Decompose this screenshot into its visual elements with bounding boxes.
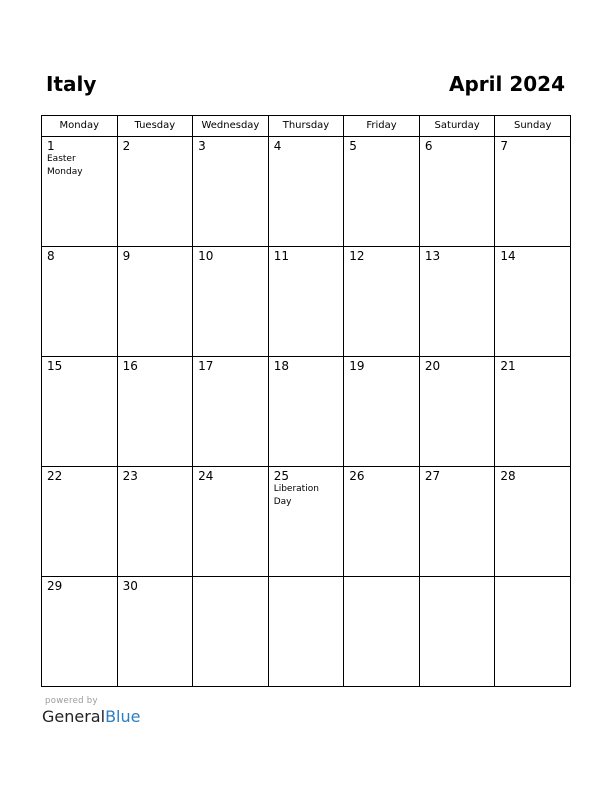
day-cell bbox=[344, 577, 420, 687]
day-cell bbox=[268, 357, 344, 467]
day-number: 24 bbox=[198, 469, 214, 483]
day-cell bbox=[193, 137, 269, 247]
day-cell bbox=[268, 467, 344, 577]
day-number: 4 bbox=[273, 139, 282, 153]
day-number: 16 bbox=[122, 359, 138, 373]
brand-part2: Blue bbox=[105, 707, 141, 726]
day-cell bbox=[419, 357, 495, 467]
week-row bbox=[42, 357, 571, 467]
day-cell bbox=[495, 247, 571, 357]
calendar-grid bbox=[41, 115, 571, 687]
day-cell bbox=[42, 357, 118, 467]
brand-part1: General bbox=[42, 707, 106, 726]
day-cell bbox=[42, 137, 118, 247]
day-number: 23 bbox=[122, 469, 138, 483]
day-number: 19 bbox=[349, 359, 365, 373]
day-cell bbox=[193, 247, 269, 357]
day-cell bbox=[117, 357, 193, 467]
day-number: 10 bbox=[198, 249, 214, 263]
day-number: 11 bbox=[273, 249, 289, 263]
day-number: 9 bbox=[122, 249, 131, 263]
day-number: 13 bbox=[424, 249, 441, 263]
day-number: 8 bbox=[47, 249, 55, 263]
weekday-header: Sunday bbox=[495, 116, 571, 137]
day-cell bbox=[419, 467, 495, 577]
weekday-header: Friday bbox=[344, 116, 420, 137]
day-number: 25 bbox=[273, 469, 289, 483]
day-number: 2 bbox=[122, 139, 131, 153]
day-cell bbox=[117, 137, 193, 247]
holiday-label: Easter Monday bbox=[47, 154, 83, 177]
weekday-header: Saturday bbox=[419, 116, 495, 137]
day-cell bbox=[495, 467, 571, 577]
day-number: 14 bbox=[500, 249, 516, 263]
day-number: 22 bbox=[47, 469, 63, 483]
day-cell bbox=[495, 357, 571, 467]
weekday-header: Wednesday bbox=[193, 116, 269, 137]
day-cell bbox=[344, 137, 420, 247]
generalblue-logo[interactable] bbox=[42, 707, 140, 727]
day-number: 27 bbox=[424, 469, 441, 483]
week-row bbox=[42, 247, 571, 357]
day-cell bbox=[419, 247, 495, 357]
weekday-header: Monday bbox=[42, 116, 118, 137]
day-number: 1 bbox=[47, 139, 55, 153]
day-number: 17 bbox=[198, 359, 214, 373]
day-cell bbox=[344, 247, 420, 357]
day-cell bbox=[117, 247, 193, 357]
day-cell bbox=[344, 357, 420, 467]
weekday-header: Tuesday bbox=[117, 116, 193, 137]
day-cell bbox=[495, 137, 571, 247]
day-cell bbox=[268, 247, 344, 357]
day-number: 15 bbox=[47, 359, 63, 373]
day-cell bbox=[268, 577, 344, 687]
day-cell bbox=[42, 467, 118, 577]
country-title: Italy bbox=[46, 72, 97, 96]
day-number: 5 bbox=[349, 139, 357, 153]
day-cell bbox=[193, 577, 269, 687]
footer bbox=[42, 696, 140, 727]
day-number: 7 bbox=[500, 139, 509, 153]
day-cell bbox=[117, 467, 193, 577]
day-cell bbox=[193, 357, 269, 467]
powered-by-label: powered by bbox=[45, 696, 98, 706]
day-number: 18 bbox=[273, 359, 289, 373]
holiday-label: Liberation Day bbox=[273, 484, 319, 507]
week-row bbox=[42, 577, 571, 687]
day-number: 26 bbox=[349, 469, 365, 483]
day-number: 6 bbox=[424, 139, 433, 153]
day-number: 3 bbox=[198, 139, 206, 153]
day-cell bbox=[193, 467, 269, 577]
day-number: 12 bbox=[349, 249, 365, 263]
week-row bbox=[42, 467, 571, 577]
day-cell bbox=[419, 137, 495, 247]
day-cell bbox=[495, 577, 571, 687]
weekday-header: Thursday bbox=[268, 116, 344, 137]
day-number: 21 bbox=[500, 359, 516, 373]
day-cell bbox=[344, 467, 420, 577]
day-number: 20 bbox=[424, 359, 441, 373]
day-cell bbox=[42, 247, 118, 357]
day-cell bbox=[117, 577, 193, 687]
day-number: 28 bbox=[500, 469, 516, 483]
day-cell bbox=[268, 137, 344, 247]
week-row bbox=[42, 137, 571, 247]
day-number: 29 bbox=[47, 579, 63, 593]
day-cell bbox=[419, 577, 495, 687]
day-cell bbox=[42, 577, 118, 687]
weekday-header-row bbox=[42, 116, 571, 137]
month-title: April 2024 bbox=[449, 72, 565, 96]
day-number: 30 bbox=[122, 579, 138, 593]
